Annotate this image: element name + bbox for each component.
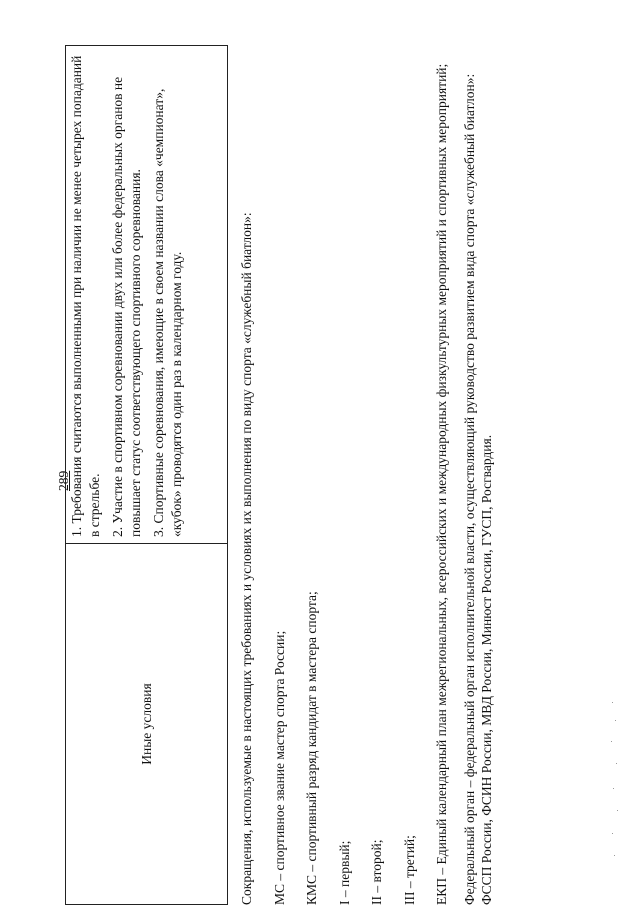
conditions-table	[65, 45, 228, 905]
abbrev-first: I – первый;	[336, 840, 352, 905]
page-number: 289	[56, 470, 71, 491]
abbrev-second: II – второй;	[369, 839, 384, 905]
abbrev-third: III – третий;	[401, 835, 417, 905]
abbreviations-section	[238, 45, 511, 905]
scan-dot	[616, 763, 617, 764]
abbrev-ekp: ЕКП – Единый календарный план межрегиональных, всероссийских и международных физкультурных мероприятий и спортивных мероприятий;	[434, 63, 449, 905]
scan-dot	[613, 788, 614, 789]
scan-dot	[614, 855, 615, 856]
conditions-label: Иные условия	[66, 544, 228, 905]
condition-item-3: 3. Спортивные соревнования, имеющие в своем названии слова «чемпионат», «кубок» проводятся один раз в календарном году.	[151, 88, 184, 537]
scan-dot	[617, 810, 618, 811]
condition-item-2: 2. Участие в спортивном соревновании двух или более федеральных органов не повышает статус соответствующего спортивного соревнования.	[110, 76, 143, 537]
scan-artifact-dots	[608, 700, 638, 860]
condition-item-1: 1. Требования считаются выполненными при наличии не менее четырех попаданий в стрельбе.	[69, 55, 102, 537]
abbrev-federal-organ: Федеральный орган – федеральный орган исполнительной власти, осуществляющий руководство развитием вида спорта «служебный биатлон»: ФССП России, ФСИН России, МВД России, Минюст России, ГУСП, Росгвардия.	[461, 73, 494, 905]
scan-dot	[615, 720, 616, 721]
scan-dot	[612, 833, 613, 834]
scan-dot	[612, 702, 613, 703]
abbrev-kms: КМС – спортивный разряд кандидат в мастера спорта;	[304, 591, 319, 905]
abbrev-ms: МС – спортивное звание мастер спорта России;	[271, 630, 287, 905]
abbreviations-intro: Сокращения, используемые в настоящих требованиях и условиях их выполнения по виду спорта «служебный биатлон»:	[239, 212, 254, 905]
rotated-page-content	[50, 45, 530, 905]
scan-dot	[611, 741, 612, 742]
conditions-list	[66, 46, 228, 544]
table-row	[66, 46, 228, 905]
